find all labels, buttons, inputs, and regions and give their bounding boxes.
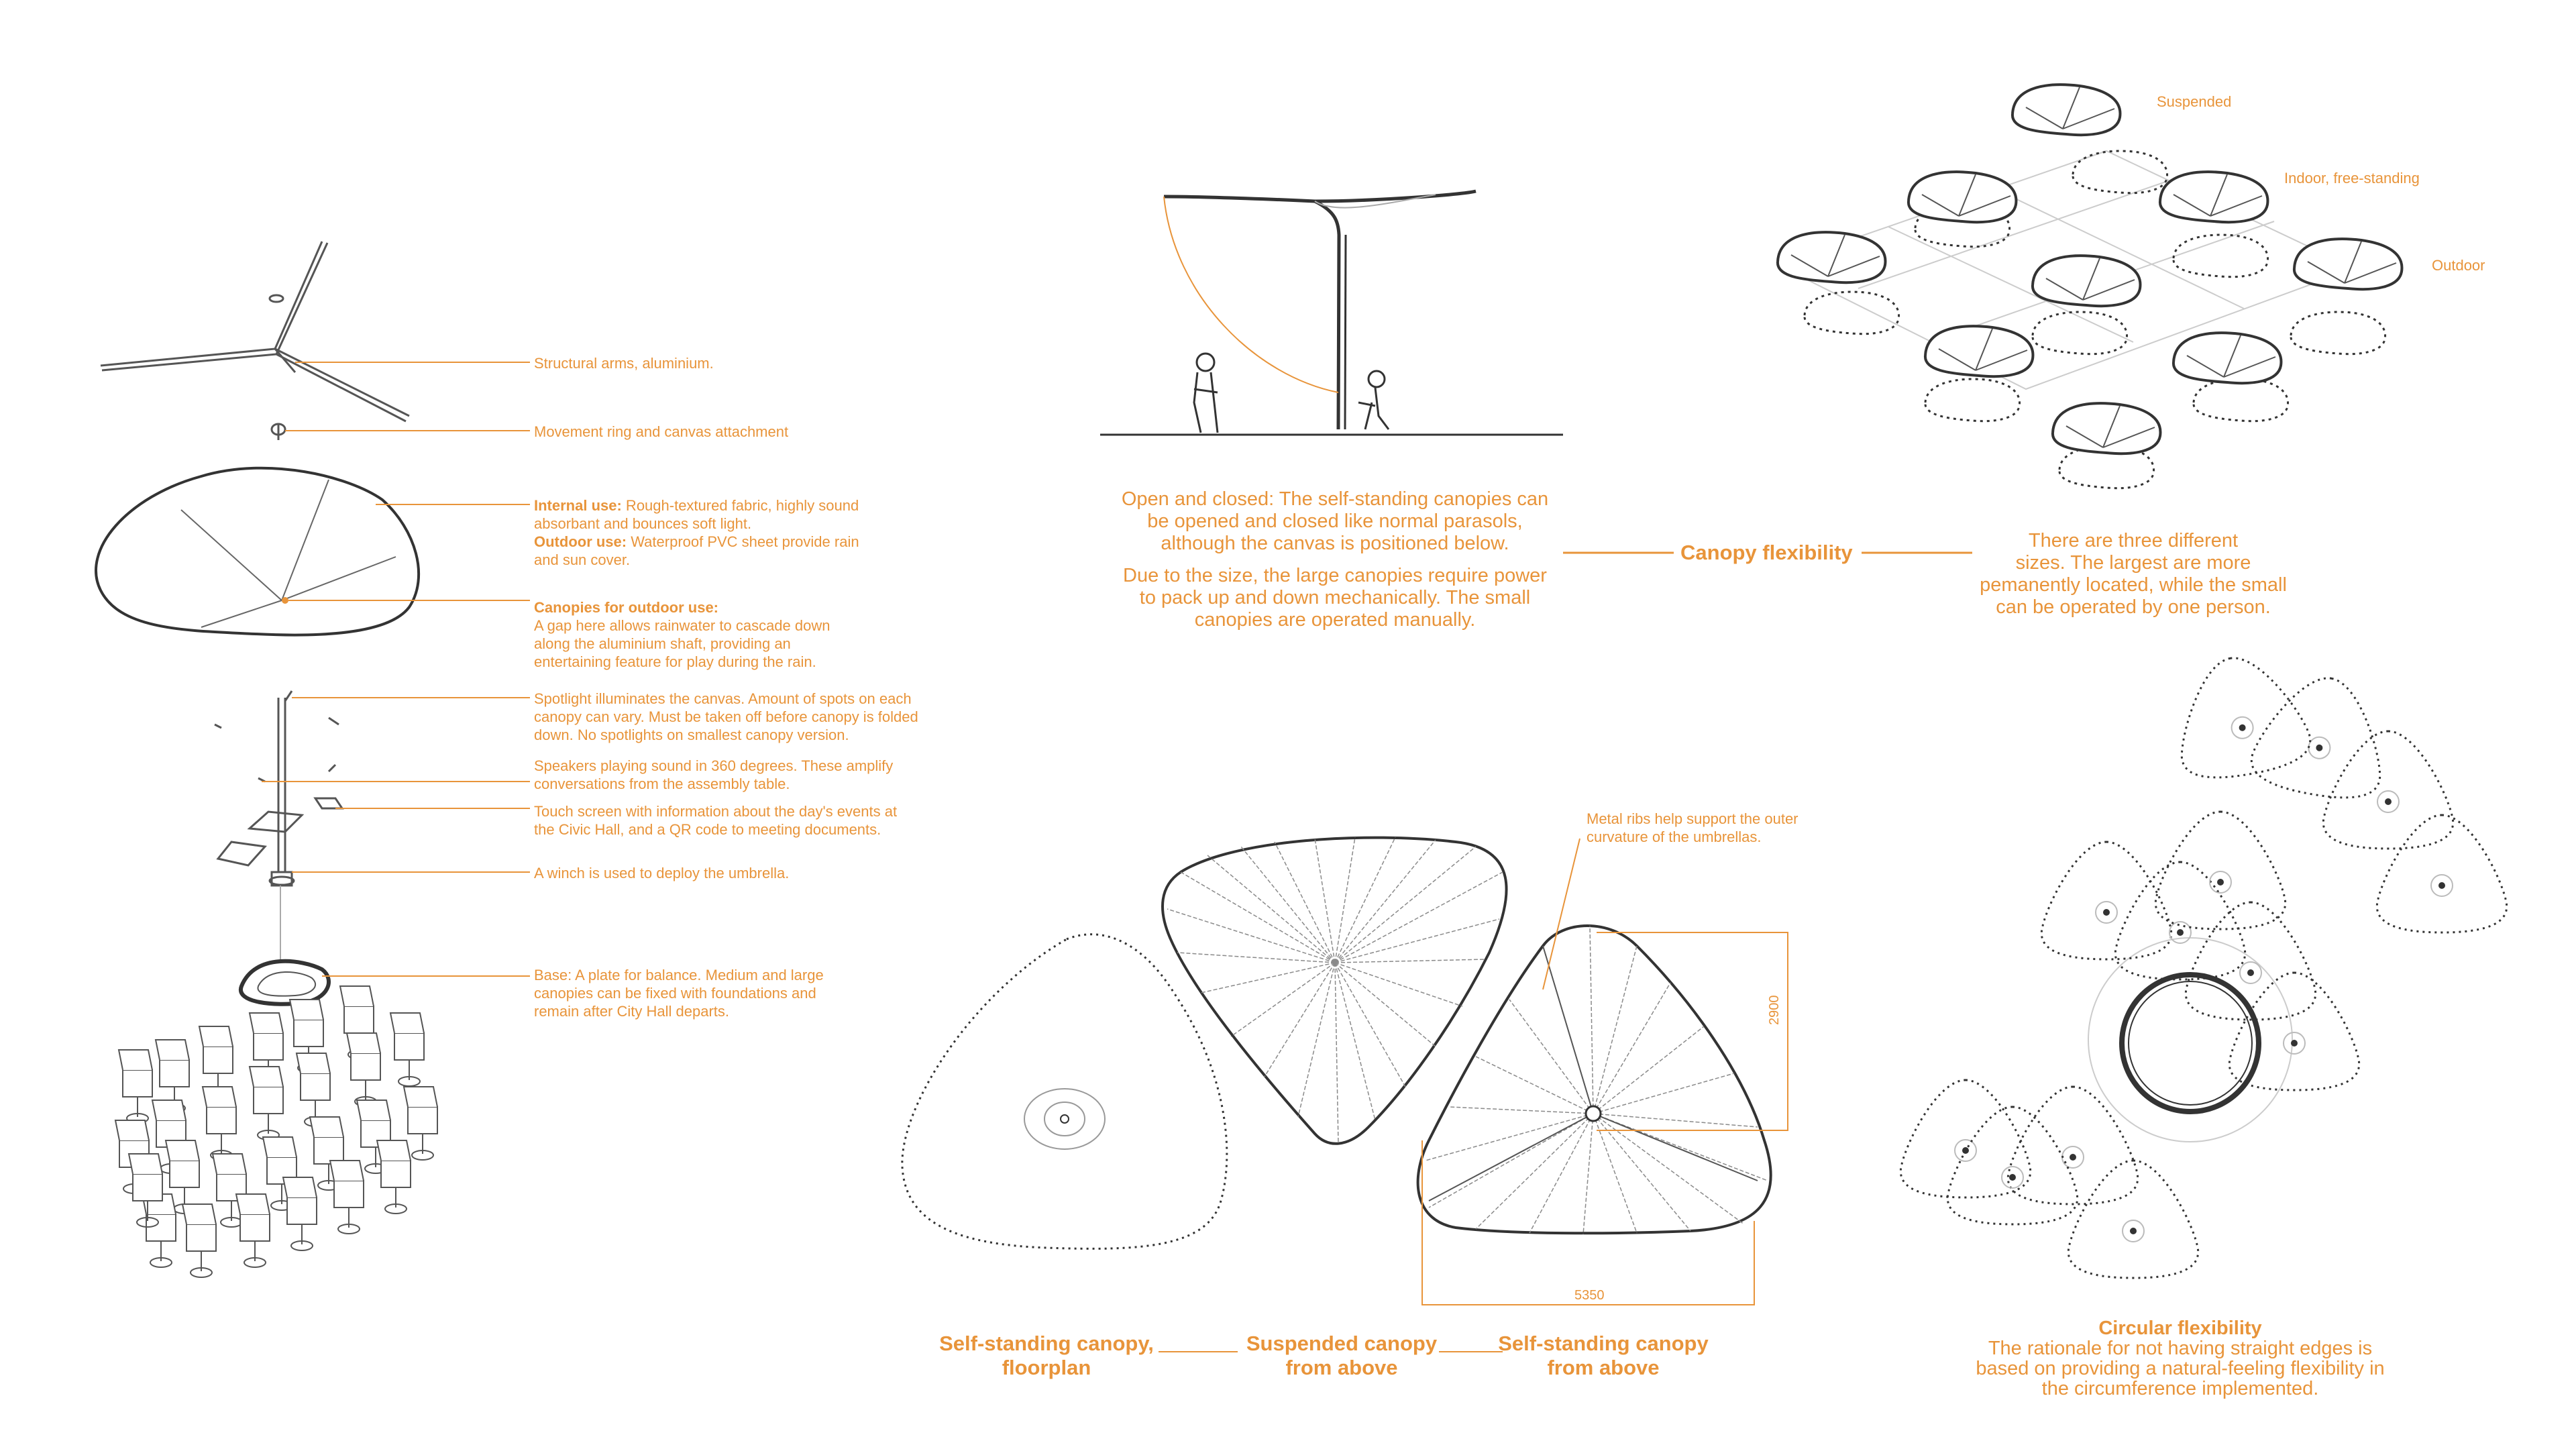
internal-use-label: Internal use:: [534, 497, 622, 514]
label-outdoor: Outdoor: [2432, 257, 2485, 274]
cap1-line1: Self-standing canopy,: [939, 1332, 1154, 1355]
canvas-canopy: [96, 468, 419, 635]
cap2-line1: Suspended canopy: [1246, 1332, 1438, 1355]
label-suspended: Suspended: [2157, 93, 2232, 110]
circular-flexibility: [1945, 1318, 2415, 1399]
outdoor-use-text-2: and sun cover.: [534, 551, 631, 568]
spotlight-text-1: Spotlight illuminates the canvas. Amount of spots on each: [534, 690, 912, 707]
canopies-text-2: along the aluminium shaft, providing an: [534, 635, 791, 652]
canopies-text-1: A gap here allows rainwater to cascade down: [534, 617, 830, 634]
label-outdoor-canopies: [534, 598, 830, 671]
base-text-1: Base: A plate for balance. Medium and large: [534, 967, 824, 983]
flex-desc-1: There are three different: [2028, 530, 2239, 551]
label-spotlight: [534, 690, 918, 744]
label-winch: A winch is used to deploy the umbrella.: [534, 865, 790, 881]
label-indoor: Indoor, free-standing: [2284, 170, 2420, 186]
flex-desc-2: sizes. The largest are more: [2015, 552, 2251, 574]
label-metal-ribs: [1587, 810, 1799, 846]
label-touch-screen: [534, 802, 897, 839]
dimension-height: 2900: [1767, 995, 1782, 1025]
circular-title: Circular flexibility: [2098, 1318, 2262, 1339]
label-speakers: [534, 757, 893, 793]
elevation-para2-2: to pack up and down mechanically. The small: [1139, 587, 1531, 608]
speakers-text-2: conversations from the assembly table.: [534, 775, 790, 792]
circular-diagram: [1900, 647, 2506, 1278]
structural-arms: [101, 242, 409, 421]
label-canvas-use: [534, 496, 859, 569]
iso-grid: [1778, 85, 2402, 488]
internal-use-text-2: absorbant and bounces soft light.: [534, 515, 752, 532]
elevation-drawing: [1100, 191, 1563, 435]
cap1-line2: floorplan: [1002, 1356, 1091, 1379]
canopy-flexibility-title: Canopy flexibility: [1680, 541, 1853, 564]
elevation-para1-2: be opened and closed like normal parasols,: [1147, 511, 1523, 532]
canopies-text-3: entertaining feature for play during the rain.: [534, 653, 816, 670]
touch-text-1: Touch screen with information about the day's events at: [534, 803, 898, 820]
canopy-flexibility-desc: [1966, 530, 2301, 619]
elevation-para1-1: Open and closed: The self-standing canopies can: [1121, 488, 1549, 510]
elevation-para2-1: Due to the size, the large canopies require power: [1123, 565, 1547, 586]
base-text-2: canopies can be fixed with foundations and: [534, 985, 816, 1002]
caption-suspended: [1234, 1332, 1449, 1380]
label-movement-ring: Movement ring and canvas attachment: [534, 423, 789, 440]
chairs: [115, 986, 437, 1277]
caption-floorplan: [926, 1332, 1167, 1380]
spotlight-text-2: canopy can vary. Must be taken off before canopy is folded: [534, 708, 918, 725]
base-plate: [241, 961, 329, 1004]
outdoor-use-text-1: Waterproof PVC sheet provide rain: [627, 533, 859, 550]
touch-text-2: the Civic Hall, and a QR code to meeting documents.: [534, 821, 881, 838]
ribs-text-1: Metal ribs help support the outer: [1587, 810, 1799, 827]
outdoor-use-label: Outdoor use:: [534, 533, 627, 550]
exploded-umbrella: [96, 242, 530, 1277]
flex-desc-4: can be operated by one person.: [1996, 596, 2271, 618]
elevation-para1-3: although the canvas is positioned below.: [1161, 533, 1509, 554]
spotlight-text-3: down. No spotlights on smallest canopy version.: [534, 727, 849, 743]
ribs-text-2: curvature of the umbrellas.: [1587, 828, 1762, 845]
circular-desc-1: The rationale for not having straight edges is: [1988, 1338, 2373, 1359]
speakers-text-1: Speakers playing sound in 360 degrees. These amplify: [534, 757, 894, 774]
label-base: [534, 966, 824, 1020]
base-text-3: remain after City Hall departs.: [534, 1003, 729, 1020]
internal-use-text-1: Rough-textured fabric, highly sound: [621, 497, 859, 514]
cap3-line1: Self-standing canopy: [1498, 1332, 1709, 1355]
caption-self-standing: [1496, 1332, 1711, 1380]
label-structural-arms: Structural arms, aluminium.: [534, 355, 714, 372]
flex-desc-3: pemanently located, while the small: [1980, 574, 2287, 596]
pole-assembly: [215, 691, 342, 966]
cap2-line2: from above: [1285, 1356, 1398, 1379]
canopies-outdoor-label: Canopies for outdoor use:: [534, 599, 718, 616]
leader-lines: [262, 362, 530, 976]
circular-desc-3: the circumference implemented.: [2041, 1378, 2319, 1399]
plans: [902, 837, 1788, 1352]
elevation-description: [1080, 488, 1590, 631]
movement-ring: [272, 424, 285, 440]
dimension-width: 5350: [1574, 1288, 1605, 1303]
elevation-para2-3: canopies are operated manually.: [1194, 609, 1476, 631]
circular-desc-2: based on providing a natural-feeling flexibility in: [1976, 1358, 2385, 1379]
cap3-line2: from above: [1547, 1356, 1660, 1379]
